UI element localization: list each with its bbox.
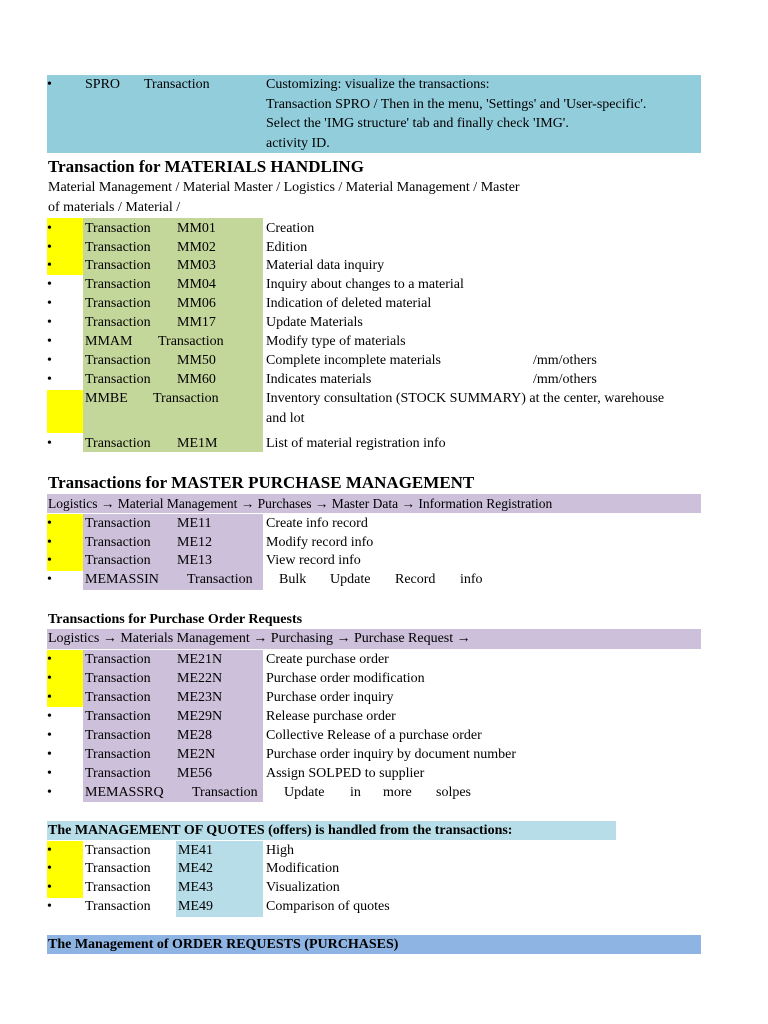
bullet: • — [47, 436, 52, 451]
row-col-b: ME11 — [177, 516, 212, 531]
table-row — [47, 256, 701, 275]
row-desc-line: Inventory consultation (STOCK SUMMARY) at the center, warehouse — [266, 391, 665, 406]
row-desc: Creation — [266, 221, 315, 236]
row-col-b: Transaction — [153, 391, 219, 406]
row-col-a: Transaction — [85, 553, 151, 568]
row-desc: Edition — [266, 240, 308, 255]
materials-path-line: of materials / Material / — [48, 199, 181, 215]
row-extra: /mm/others — [533, 353, 597, 368]
row-desc: Inquiry about changes to a material — [266, 277, 464, 292]
table-row — [47, 669, 701, 688]
row-col-a: Transaction — [85, 353, 151, 368]
table-row — [47, 650, 701, 669]
row-col-b: ME22N — [177, 671, 223, 686]
row-col-b: MM17 — [177, 315, 216, 330]
table-row — [47, 370, 701, 389]
materials-path — [48, 178, 520, 217]
spro-line: Transaction SPRO / Then in the menu, 'Settings' and 'User-specific'. — [266, 96, 647, 112]
bullet: • — [47, 240, 52, 255]
row-col-b: MM06 — [177, 296, 216, 311]
row-desc: Modify type of materials — [266, 334, 406, 349]
row-desc — [266, 389, 664, 428]
bullet: • — [47, 766, 52, 781]
bullet: • — [47, 535, 52, 550]
quotes-title-bar — [47, 821, 616, 840]
row-col-a: Transaction — [85, 315, 151, 330]
row-col-a: Transaction — [85, 516, 151, 531]
row-col-b: ME29N — [177, 709, 223, 724]
table-row — [47, 783, 701, 802]
table-row — [47, 275, 701, 294]
row-col-b: ME1M — [177, 436, 218, 451]
row-col-b: ME13 — [177, 553, 212, 568]
row-col-b: Transaction — [158, 334, 224, 349]
bullet: • — [47, 652, 52, 667]
row-col-b: Transaction — [187, 572, 253, 587]
bullet: • — [47, 315, 52, 330]
table-row — [47, 533, 701, 552]
row-desc: Assign SOLPED to supplier — [266, 766, 425, 781]
table-row — [47, 570, 701, 589]
row-col-b: MM02 — [177, 240, 216, 255]
materials-title: Transaction for MATERIALS HANDLING — [48, 157, 364, 176]
spro-description — [266, 75, 646, 153]
row-col-b: Transaction — [192, 785, 258, 800]
row-desc: Indicates materials — [266, 372, 372, 387]
order-requests-title: The Management of ORDER REQUESTS (PURCHASES) — [48, 937, 399, 952]
table-row — [47, 897, 701, 916]
bullet: • — [47, 296, 52, 311]
row-word: Update — [330, 572, 371, 587]
quotes-title: The MANAGEMENT OF QUOTES (offers) is handled from the transactions: — [48, 823, 513, 838]
bullet: • — [47, 880, 52, 895]
row-col-a: MMBE — [85, 391, 128, 406]
row-col-b: ME2N — [177, 747, 216, 762]
row-col-a: Transaction — [85, 436, 151, 451]
row-desc: Release purchase order — [266, 709, 396, 724]
table-row — [47, 238, 701, 257]
row-col-b: ME43 — [178, 880, 213, 895]
row-col-b: ME23N — [177, 690, 223, 705]
table-row — [47, 294, 701, 313]
row-extra: /mm/others — [533, 372, 597, 387]
row-col-b: ME56 — [177, 766, 212, 781]
row-word: solpes — [436, 785, 471, 800]
table-row — [47, 551, 701, 570]
bullet: • — [47, 671, 52, 686]
bullet: • — [47, 709, 52, 724]
row-col-b: ME28 — [177, 728, 212, 743]
row-word: Bulk — [279, 572, 307, 587]
row-col-a: Transaction — [85, 652, 151, 667]
row-desc: High — [266, 843, 294, 858]
row-desc: Visualization — [266, 880, 340, 895]
spro-code: SPRO — [85, 77, 121, 92]
table-row — [47, 351, 701, 370]
table-row — [47, 389, 701, 433]
row-col-a: Transaction — [85, 372, 151, 387]
row-col-a: Transaction — [85, 671, 151, 686]
bullet: • — [47, 372, 52, 387]
table-row — [47, 688, 701, 707]
spro-line: Select the 'IMG structure' tab and finally check 'IMG'. — [266, 116, 569, 131]
bullet: • — [47, 690, 52, 705]
row-col-a: Transaction — [85, 861, 151, 876]
purchase-master-path-text: Logistics → Material Management → Purchases → Master Data → Information Registration — [48, 496, 553, 511]
row-word: Update — [284, 785, 325, 800]
row-word: in — [350, 785, 361, 800]
row-col-b: MM04 — [177, 277, 216, 292]
bullet: • — [47, 843, 52, 858]
table-row — [47, 745, 701, 764]
row-desc: Purchase order modification — [266, 671, 425, 686]
row-desc: Modification — [266, 861, 340, 876]
spro-block — [47, 75, 701, 153]
bullet: • — [47, 516, 52, 531]
row-col-b: MM60 — [177, 372, 216, 387]
row-col-a: Transaction — [85, 880, 151, 895]
row-desc: Update Materials — [266, 315, 363, 330]
bullet: • — [47, 277, 52, 292]
po-requests-path — [47, 629, 701, 649]
table-row — [47, 434, 701, 453]
bullet: • — [47, 572, 52, 587]
bullet: • — [47, 785, 52, 800]
row-col-b: MM50 — [177, 353, 216, 368]
row-col-b: ME12 — [177, 535, 212, 550]
bullet: • — [47, 221, 52, 236]
row-col-a: Transaction — [85, 709, 151, 724]
table-row — [47, 859, 701, 878]
spro-transaction: Transaction — [144, 77, 210, 92]
row-col-a: Transaction — [85, 766, 151, 781]
row-word: info — [460, 572, 483, 587]
row-col-b: ME21N — [177, 652, 223, 667]
row-desc: Purchase order inquiry by document number — [266, 747, 516, 762]
table-row — [47, 707, 701, 726]
bullet: • — [47, 258, 52, 273]
row-word: Record — [395, 572, 436, 587]
row-col-a: Transaction — [85, 728, 151, 743]
row-desc: Purchase order inquiry — [266, 690, 394, 705]
table-row — [47, 764, 701, 783]
row-desc: Collective Release of a purchase order — [266, 728, 482, 743]
purchase-master-title: Transactions for MASTER PURCHASE MANAGEMENT — [48, 473, 475, 492]
row-desc: Comparison of quotes — [266, 899, 390, 914]
row-col-a: Transaction — [85, 899, 151, 914]
row-col-b: ME42 — [178, 861, 213, 876]
row-desc: Complete incomplete materials — [266, 353, 441, 368]
row-desc-line: and lot — [266, 410, 305, 426]
row-col-a: Transaction — [85, 277, 151, 292]
row-col-a: Transaction — [85, 240, 151, 255]
table-row — [47, 332, 701, 351]
bullet: • — [47, 899, 52, 914]
po-requests-path-text: Logistics → Materials Management → Purchasing → Purchase Request → — [48, 631, 471, 646]
row-col-a: MEMASSRQ — [85, 785, 164, 800]
table-row — [47, 726, 701, 745]
table-row — [47, 219, 701, 238]
row-col-a: Transaction — [85, 747, 151, 762]
bullet: • — [47, 334, 52, 349]
row-col-b: MM03 — [177, 258, 216, 273]
bullet: • — [47, 728, 52, 743]
bullet: • — [47, 353, 52, 368]
bullet: • — [47, 747, 52, 762]
spro-line: activity ID. — [266, 135, 330, 151]
row-col-a: MEMASSIN — [85, 572, 159, 587]
row-desc: Create info record — [266, 516, 368, 531]
row-col-a: Transaction — [85, 690, 151, 705]
row-word: more — [383, 785, 412, 800]
bullet: • — [47, 77, 52, 92]
row-desc: Modify record info — [266, 535, 374, 550]
table-row — [47, 514, 701, 533]
row-col-a: Transaction — [85, 258, 151, 273]
row-col-a: MMAM — [85, 334, 133, 349]
row-desc: Create purchase order — [266, 652, 389, 667]
table-row — [47, 313, 701, 332]
bullet: • — [47, 861, 52, 876]
row-col-a: Transaction — [85, 221, 151, 236]
row-desc: Indication of deleted material — [266, 296, 432, 311]
purchase-master-path — [47, 494, 701, 513]
row-col-b: MM01 — [177, 221, 216, 236]
row-col-a: Transaction — [85, 296, 151, 311]
row-desc: Material data inquiry — [266, 258, 385, 273]
row-col-b: ME49 — [178, 899, 213, 914]
spro-line: Customizing: visualize the transactions: — [266, 77, 490, 92]
po-requests-title: Transactions for Purchase Order Requests — [48, 612, 303, 627]
bullet: • — [47, 553, 52, 568]
table-row — [47, 841, 701, 860]
row-col-b: ME41 — [178, 843, 213, 858]
row-col-a: Transaction — [85, 843, 151, 858]
materials-path-line: Material Management / Material Master / Logistics / Material Management / Master — [48, 180, 520, 195]
row-desc: List of material registration info — [266, 436, 446, 451]
table-row — [47, 878, 701, 897]
row-desc: View record info — [266, 553, 361, 568]
order-requests-title-bar — [47, 935, 701, 954]
row-col-a: Transaction — [85, 535, 151, 550]
